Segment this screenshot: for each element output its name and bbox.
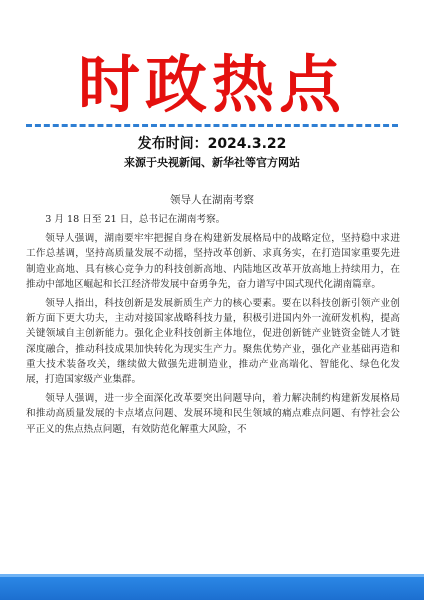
dashed-divider [26,124,398,127]
paragraph: 领导人强调，湖南要牢牢把握自身在构建新发展格局中的战略定位，坚持稳中求进工作总基调，坚持高质量发展不动摇，坚持改革创新、求真务实，在打造国家重要先进制造业高地、具有核心竞争力的科技创新高地、内陆地区改革开放高地上持续用力，在推动中部地区崛起和长江经济带发展中奋勇争先，奋力谱写中国式现代化湖南篇章。 [26,233,400,290]
footer-bar-highlight [0,574,424,577]
source-line: 来源于央视新闻、新华社等官方网站 [124,156,300,169]
paragraph: 领导人指出，科技创新是发展新质生产力的核心要素。要在以科技创新引领产业创新方面下更大功夫，主动对接国家战略科技力量，积极引进国内外一流研发机构，提高关键领域自主创新能力。强化企业科技创新主体地位，促进创新链产业链资金链人才链深度融合，推动科技成果加快转化为现实生产力。聚焦优势产业，强化产业基础再造和重大技术装备攻关，继续做大做强先进制造业，推动产业高端化、智能化、绿色化发展，打造国家级产业集群。 [26,298,400,386]
paragraph: 3 月 18 日至 21 日，总书记在湖南考察。 [45,214,226,225]
footer-bar [0,574,424,600]
article-body [26,212,400,572]
article-title: 领导人在湖南考察 [170,194,254,206]
paragraph: 领导人强调，进一步全面深化改革要突出问题导向，着力解决制约构建新发展格局和推动高质量发展的卡点堵点问题、发展环境和民生领域的痛点难点问题、有悖社会公平正义的焦点热点问题，有效防范化解重大风险，不 [26,393,400,435]
publish-time: 发布时间：2024.3.22 [137,136,287,152]
banner-title: 时政热点 [77,48,346,121]
